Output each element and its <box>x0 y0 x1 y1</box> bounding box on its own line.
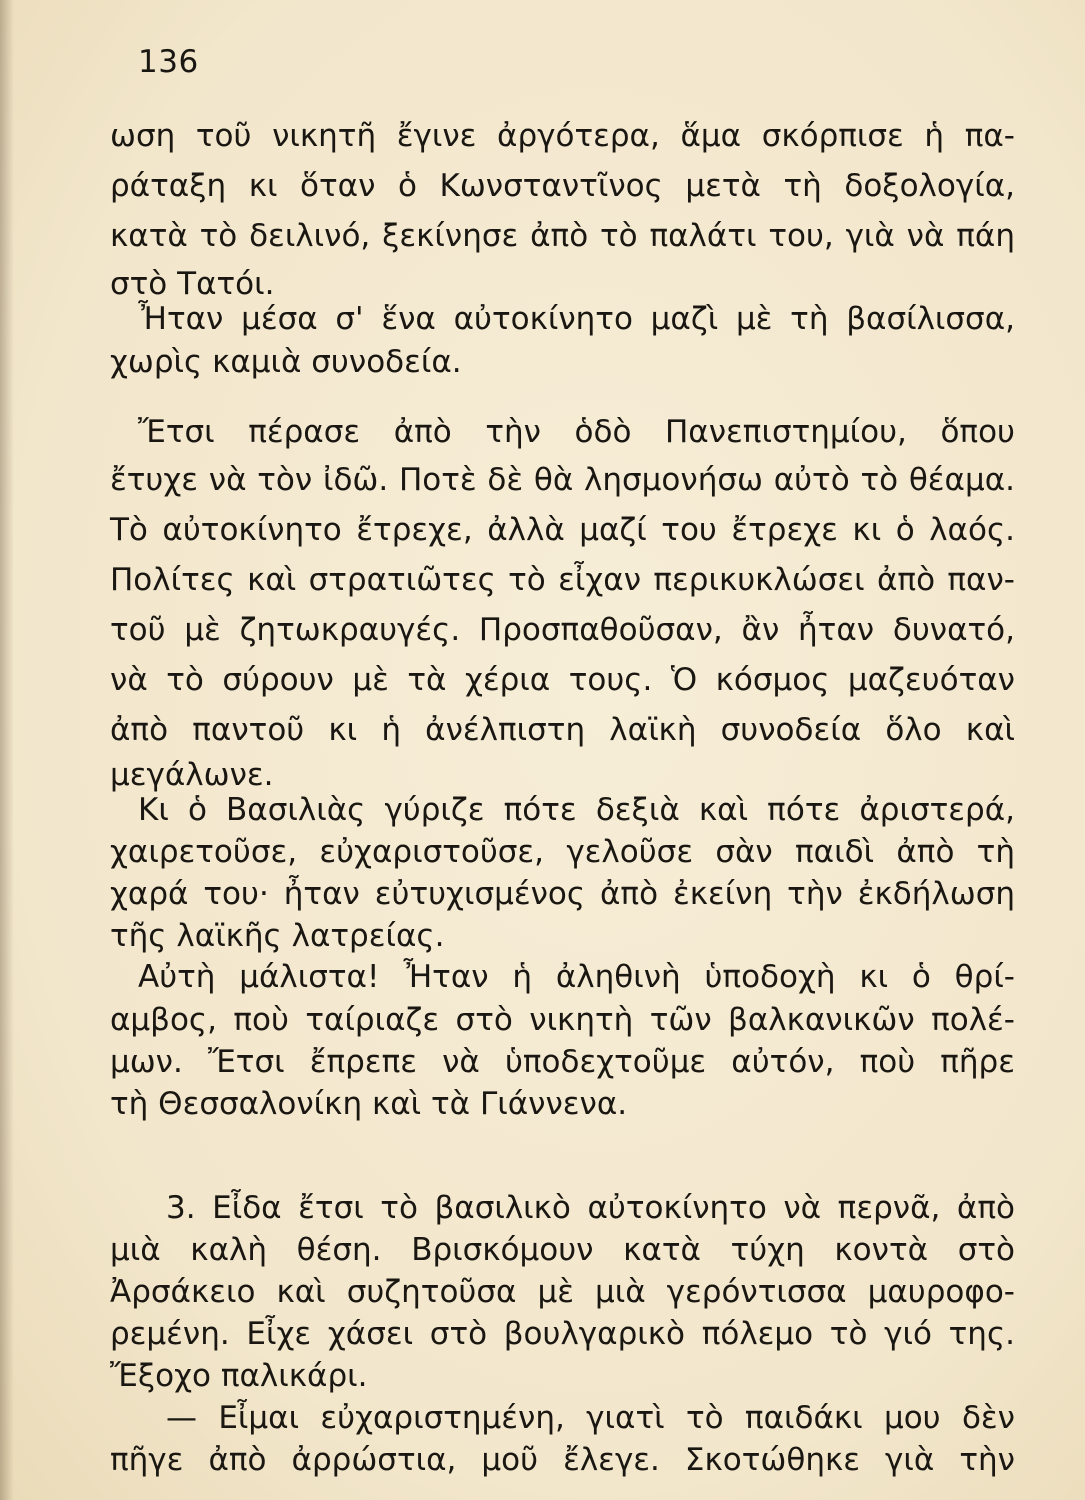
text-line-12: νὰ τὸ σύρουν μὲ τὰ χέρια τους. Ὁ κόσμος μαζευόταν <box>110 662 1015 698</box>
text-line-11: τοῦ μὲ ζητωκραυγές. Προσπαθοῦσαν, ἂν ἦταν δυνατό, <box>110 612 1015 648</box>
text-line-17: χαρά του· ἦταν εὐτυχισμένος ἀπὸ ἐκείνη τὴν ἐκδήλωση <box>110 876 1015 912</box>
text-line-5: Ἦταν μέσα σ' ἕνα αὐτοκίνητο μαζὶ μὲ τὴ βασίλισσα, <box>138 301 1015 337</box>
text-line-27: Ἔξοχο παλικάρι. <box>110 1358 368 1394</box>
text-line-23: 3. Εἶδα ἔτσι τὸ βασιλικὸ αὐτοκίνητο νὰ περνᾶ, ἀπὸ <box>166 1190 1015 1226</box>
page-edge-shadow <box>0 0 14 1500</box>
text-line-21: μων. Ἔτσι ἔπρεπε νὰ ὑποδεχτοῦμε αὐτόν, ποὺ πῆρε <box>110 1044 1015 1080</box>
text-line-22: τὴ Θεσσαλονίκη καὶ τὰ Γιάννενα. <box>110 1086 628 1122</box>
text-line-20: αμβος, ποὺ ταίριαζε στὸ νικητὴ τῶν βαλκανικῶν πολέ- <box>110 1002 1015 1038</box>
text-line-26: ρεμένη. Εἶχε χάσει στὸ βουλγαρικὸ πόλεμο τὸ γιό της. <box>110 1316 1015 1352</box>
text-line-10: Πολίτες καὶ στρατιῶτες τὸ εἶχαν περικυκλώσει ἀπὸ παν- <box>110 562 1015 598</box>
text-line-29: πῆγε ἀπὸ ἀρρώστια, μοῦ ἔλεγε. Σκοτώθηκε γιὰ τὴν <box>110 1442 1015 1478</box>
text-line-1: ωση τοῦ νικητῆ ἔγινε ἀργότερα, ἅμα σκόρπισε ἡ πα- <box>110 118 1015 154</box>
text-line-2: ράταξη κι ὅταν ὁ Κωνσταντῖνος μετὰ τὴ δοξολογία, <box>110 168 1015 204</box>
text-line-9: Τὸ αὐτοκίνητο ἔτρεχε, ἀλλὰ μαζί του ἔτρεχε κι ὁ λαός. <box>110 512 1015 548</box>
text-line-16: χαιρετοῦσε, εὐχαριστοῦσε, γελοῦσε σὰν παιδὶ ἀπὸ τὴ <box>110 834 1015 870</box>
text-line-28: — Εἶμαι εὐχαριστημένη, γιατὶ τὸ παιδάκι μου δὲν <box>166 1400 1015 1436</box>
text-line-14: μεγάλωνε. <box>110 757 274 793</box>
text-line-25: Ἀρσάκειο καὶ συζητοῦσα μὲ μιὰ γερόντισσα μαυροφο- <box>110 1274 1015 1310</box>
text-line-19: Αὐτὴ μάλιστα! Ἦταν ἡ ἀληθινὴ ὑποδοχὴ κι ὁ θρί- <box>138 959 1015 995</box>
text-line-4: στὸ Τατόι. <box>110 266 275 302</box>
text-line-6: χωρὶς καμιὰ συνοδεία. <box>110 344 462 380</box>
text-line-3: κατὰ τὸ δειλινό, ξεκίνησε ἀπὸ τὸ παλάτι του, γιὰ νὰ πάη <box>110 218 1015 254</box>
text-line-15: Κι ὁ Βασιλιὰς γύριζε πότε δεξιὰ καὶ πότε ἀριστερά, <box>138 792 1015 828</box>
text-line-13: ἀπὸ παντοῦ κι ἡ ἀνέλπιστη λαϊκὴ συνοδεία ὅλο καὶ <box>110 712 1015 748</box>
text-line-8: ἔτυχε νὰ τὸν ἰδῶ. Ποτὲ δὲ θὰ λησμονήσω αὐτὸ τὸ θέαμα. <box>110 462 1015 498</box>
page-number: 136 <box>138 44 199 80</box>
text-line-18: τῆς λαϊκῆς λατρείας. <box>110 918 445 954</box>
text-line-7: Ἔτσι πέρασε ἀπὸ τὴν ὁδὸ Πανεπιστημίου, ὅπου <box>138 414 1015 450</box>
text-line-24: μιὰ καλὴ θέση. Βρισκόμουν κατὰ τύχη κοντὰ στὸ <box>110 1232 1015 1268</box>
